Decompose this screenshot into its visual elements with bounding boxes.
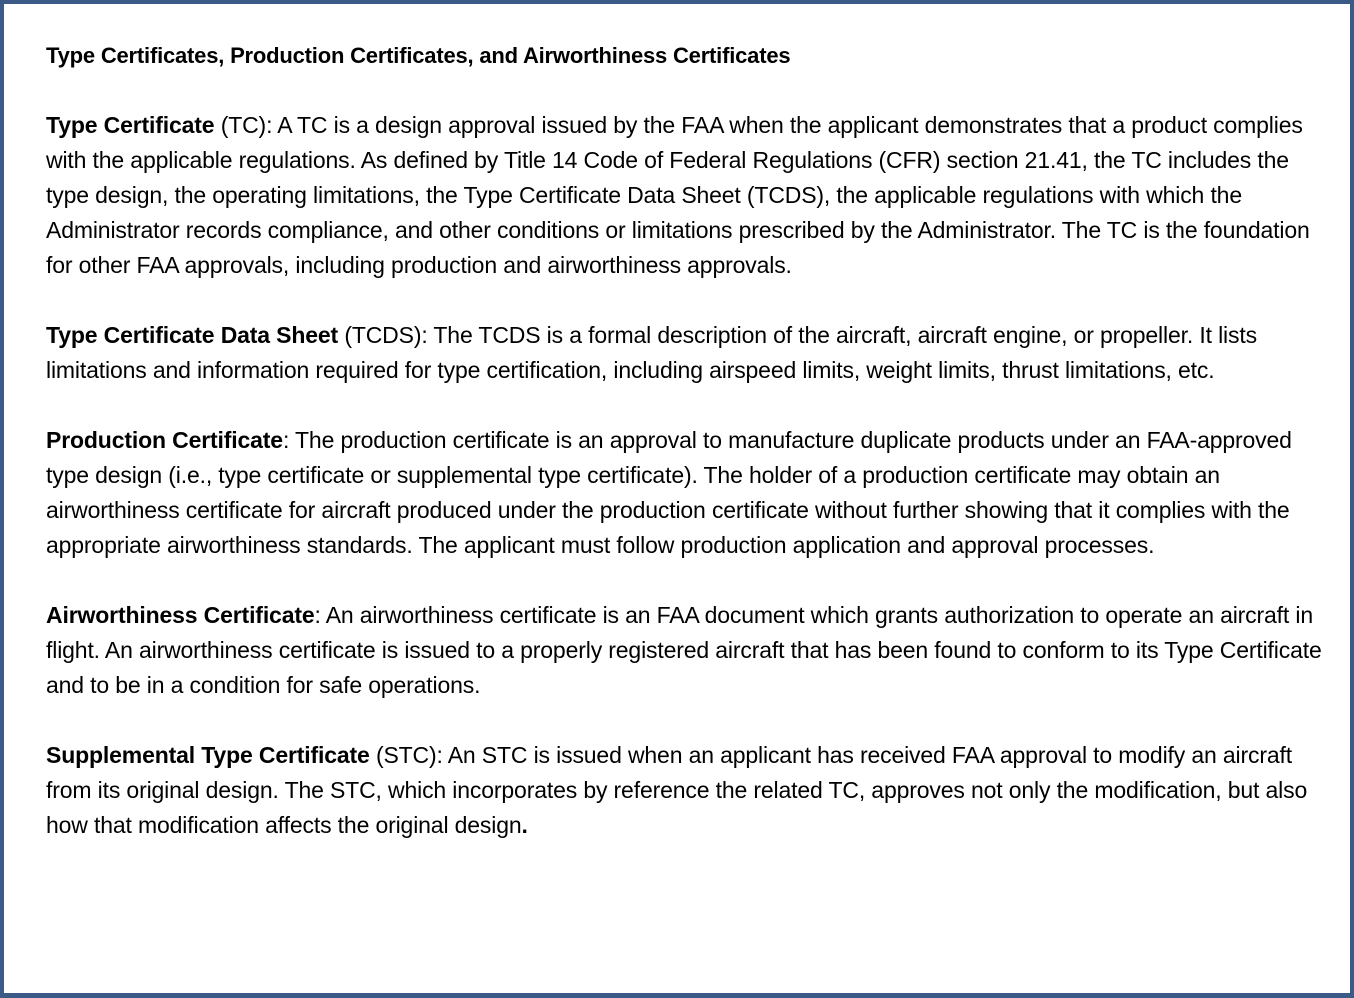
section-term: Production Certificate: [46, 427, 283, 453]
section-body: (STC): An STC is issued when an applicant has received FAA approval to modify an aircraft from its original design. The STC, which incorporates by reference the related TC, approves not only the modification, but also how that modification affects the original design: [46, 742, 1308, 838]
section-term: Type Certificate Data Sheet: [46, 322, 339, 348]
section-production-certificate: [46, 423, 1326, 563]
section-body: (TCDS): The TCDS is a formal description of the aircraft, aircraft engine, or propeller. It lists limitations and information required for type certification, including airspeed limits, weight limits, thrust limitations, etc.: [46, 322, 1257, 383]
section-body: (TC): A TC is a design approval issued by the FAA when the applicant demonstrates that a product complies with the applicable regulations. As defined by Title 14 Code of Federal Regulations (CFR) section 21.41, the TC includes the type design, the operating limitations, the Type Certificate Data Sheet (TCDS), the applicable regulations with which the Administrator records compliance, and other conditions or limitations prescribed by the Administrator. The TC is the foundation for other FAA approvals, including production and airworthiness approvals.: [46, 112, 1310, 278]
section-body: : The production certificate is an approval to manufacture duplicate products under an FAA-approved type design (i.e., type certificate or supplemental type certificate). The holder of a production certificate may obtain an airworthiness certificate for aircraft produced under the production certificate without further showing that it complies with the appropriate airworthiness standards. The applicant must follow production application and approval processes.: [46, 427, 1292, 558]
section-type-certificate: [46, 108, 1326, 283]
section-supplemental-type-certificate: [46, 738, 1326, 843]
section-term: Type Certificate: [46, 112, 215, 138]
section-body: : An airworthiness certificate is an FAA document which grants authorization to operate an aircraft in flight. An airworthiness certificate is issued to a properly registered aircraft that has been found to conform to its Type Certificate and to be in a condition for safe operations.: [46, 602, 1322, 698]
section-airworthiness-certificate: [46, 598, 1326, 703]
section-term: Airworthiness Certificate: [46, 602, 315, 628]
section-type-certificate-data-sheet: [46, 318, 1326, 388]
document-title: Type Certificates, Production Certificates, and Airworthiness Certificates: [46, 43, 791, 68]
section-end-period: .: [521, 812, 528, 838]
document-content: [46, 38, 1326, 843]
section-term: Supplemental Type Certificate: [46, 742, 370, 768]
